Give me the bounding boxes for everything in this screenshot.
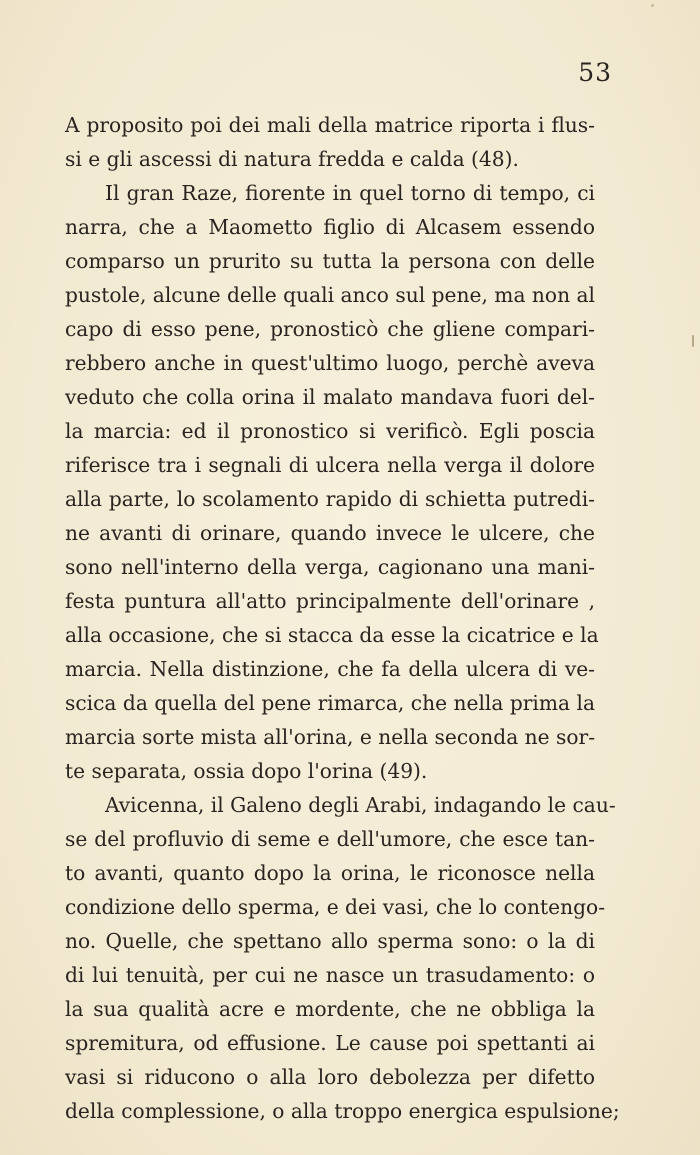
text-line: si e gli ascessi di natura fredda e calda (48). — [65, 147, 519, 171]
text-line: la sua qualità acre e mordente, che ne obbliga la — [65, 997, 595, 1021]
text-line: comparso un prurito su tutta la persona con delle — [65, 249, 595, 273]
text-line: no. Quelle, che spettano allo sperma sono: o la di — [65, 929, 595, 953]
text-line: festa puntura all'atto principalmente dell'orinare , — [65, 589, 595, 613]
text-line: te separata, ossia dopo l'orina (49). — [65, 759, 428, 783]
text-line: pustole, alcune delle quali anco sul pene, ma non al — [65, 283, 595, 307]
text-line: di lui tenuità, per cui ne nasce un trasudamento: o — [65, 963, 595, 987]
body-text — [65, 108, 620, 1128]
text-line: A proposito poi dei mali della matrice riporta i flus- — [65, 113, 595, 137]
text-line: la marcia: ed il pronostico si verificò. Egli poscia — [65, 419, 595, 443]
text-line: veduto che colla orina il malato mandava fuori del- — [65, 385, 595, 409]
text-line: to avanti, quanto dopo la orina, le riconosce nella — [65, 861, 595, 885]
text-line: marcia sorte mista all'orina, e nella seconda ne sor- — [65, 725, 596, 749]
page-number: 53 — [578, 58, 612, 87]
text-line: ne avanti di orinare, quando invece le ulcere, che — [65, 521, 595, 545]
text-line: sono nell'interno della verga, cagionano una mani- — [65, 555, 595, 579]
text-line: Il gran Raze, fiorente in quel torno di tempo, ci — [105, 181, 595, 205]
text-line: vasi si riducono o alla loro debolezza per difetto — [65, 1065, 595, 1089]
text-line: scica da quella del pene rimarca, che nella prima la — [65, 691, 595, 715]
text-line: riferisce tra i segnali di ulcera nella verga il dolore — [65, 453, 595, 477]
text-line: alla occasione, che si stacca da esse la cicatrice e la — [65, 623, 599, 647]
text-line: Avicenna, il Galeno degli Arabi, indagando le cau- — [105, 793, 616, 817]
text-line: alla parte, lo scolamento rapido di schietta putredi- — [65, 487, 595, 511]
text-line: narra, che a Maometto figlio di Alcasem essendo — [65, 215, 595, 239]
scan-mark — [692, 335, 694, 347]
text-line: capo di esso pene, pronosticò che gliene compari- — [65, 317, 595, 341]
text-line: spremitura, od effusione. Le cause poi spettanti ai — [65, 1031, 595, 1055]
text-line: condizione dello sperma, e dei vasi, che lo contengo- — [65, 895, 606, 919]
scan-speck — [651, 4, 654, 7]
text-line: della complessione, o alla troppo energica espulsione; — [65, 1099, 620, 1123]
text-line: marcia. Nella distinzione, che fa della ulcera di ve- — [65, 657, 595, 681]
text-line: se del profluvio di seme e dell'umore, che esce tan- — [65, 827, 595, 851]
text-line: rebbero anche in quest'ultimo luogo, perchè aveva — [65, 351, 595, 375]
